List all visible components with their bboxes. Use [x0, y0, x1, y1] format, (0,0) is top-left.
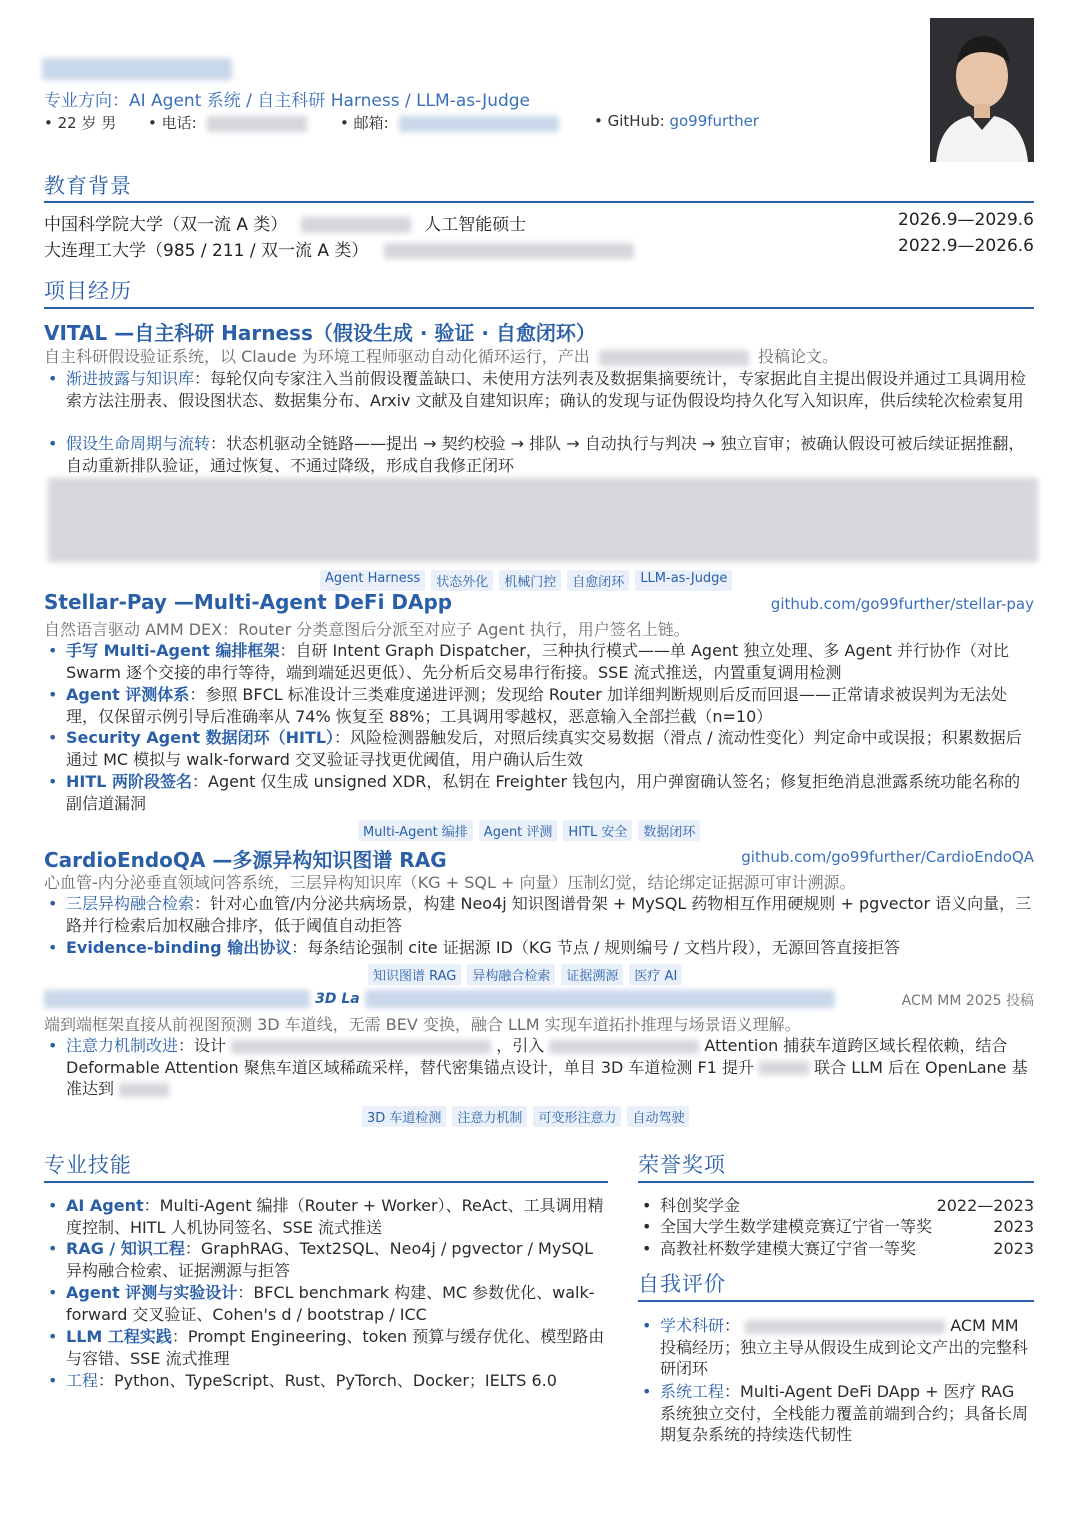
project-1-bullet-2: • 假设生命周期与流转：状态机驱动全链路——提出 → 契约校验 → 排队 → 自动执行与判决 → 独立盲审；被确认假设可被后续证据推翻，自动重新排队验证，通过恢复、不通过降级，形成自我修正闭环 [48, 434, 1025, 475]
skill-2: • RAG / 知识工程：GraphRAG、Text2SQL、Neo4j / pgvector / MySQL 异构融合检索、证据溯源与拒答 [48, 1239, 593, 1280]
date-2: 2022.9—2026.6 [898, 236, 1034, 256]
project-4-title-row [44, 988, 835, 1008]
tag: 自动驾驶 [627, 1106, 689, 1127]
email-label: 邮箱: [353, 114, 389, 132]
self-eval-text-b: ACM MM 投稿经历；独立主导从假设生成到论文产出的完整科研闭环 [660, 1316, 1029, 1378]
skill-4: • LLM 工程实践：Prompt Engineering、token 预算与缓存优化、模型路由与容错、SSE 流式推理 [48, 1327, 605, 1368]
school-1: 中国科学院大学（双一流 A 类） [44, 215, 288, 235]
tag: LLM-as-Judge [635, 570, 732, 591]
self-eval-rule [638, 1300, 1034, 1302]
email: • 邮箱: [340, 112, 559, 133]
project-2-bullet-2: • Agent 评测体系：参照 BFCL 标准设计三类难度递进评测；发现给 Router 加详细判断规则后反而回退——正常请求被误判为无法处理，仅保留示例引导后准确率从 74% 恢复至 88%；工具调用零越权，恶意输入全部拦截（n=10） [48, 685, 1007, 726]
tag: 注意力机制 [452, 1106, 527, 1127]
research-direction: 专业方向：AI Agent 系统 / 自主科研 Harness / LLM-as-Judge [44, 91, 531, 111]
tag: 自愈闭环 [567, 570, 629, 591]
self-eval-redacted [745, 1320, 945, 1334]
skill-text: ：Python、TypeScript、Rust、PyTorch、Docker；IELTS 6.0 [98, 1371, 557, 1390]
education-title: 教育背景 [44, 174, 132, 198]
name-redacted [42, 58, 232, 80]
github-label: GitHub: [607, 112, 665, 130]
tag: Agent Harness [320, 570, 425, 591]
project-4-venue: ACM MM 2025 投稿 [901, 993, 1034, 1009]
tag: 知识图谱 RAG [368, 964, 461, 985]
skill-text: ：Multi-Agent 编排（Router + Worker）、ReAct、工具调用精度控制、HITL 人机协同签名、SSE 流式推送 [66, 1196, 604, 1237]
awards-title: 荣誉奖项 [638, 1153, 726, 1177]
project-3-bullet-2: • Evidence-binding 输出协议：每条结论强制 cite 证据源 ID（KG 节点 / 规则编号 / 文档片段），无源回答直接拒答 [48, 938, 900, 957]
school-2: 大连理工大学（985 / 211 / 双一流 A 类） [44, 241, 369, 261]
self-eval-text: ：Multi-Agent DeFi DApp + 医疗 RAG 系统独立交付，全栈能力覆盖前端到合约；具备长周期复杂系统的持续迭代韧性 [660, 1382, 1029, 1444]
bullet-text: ：风险检测器触发后，对照后续真实交易数据（滑点 / 流动性变化）判定命中或误报；积累数据后通过 MC 模拟与 walk-forward 交叉验证寻找更优阈值，用户确认后生效 [66, 728, 1022, 769]
skill-3: • Agent 评测与实验设计：BFCL benchmark 构建、MC 参数优化、walk-forward 交叉验证、Cohen's d / bootstrap / ICC [48, 1283, 595, 1324]
tag: 3D 车道检测 [362, 1106, 446, 1127]
project-2-subtitle: 自然语言驱动 AMM DEX：Router 分类意图后分派至对应子 Agent 执行，用户签名上链。 [44, 620, 690, 639]
project-2-tags [358, 820, 700, 841]
tag: 异构融合检索 [467, 964, 555, 985]
self-eval-title: 自我评价 [638, 1272, 726, 1296]
project-1-redacted-block [48, 478, 1038, 562]
tag: 数据闭环 [638, 820, 700, 841]
award-year: 2023 [993, 1217, 1034, 1236]
bullet-text-d: 联合 LLM 后在 OpenLane 基准达到 [66, 1057, 1028, 1098]
education-row-1 [44, 210, 1034, 235]
school-1-redacted [301, 217, 411, 233]
project-1-tags [320, 570, 732, 591]
project-1-redacted [599, 350, 749, 366]
project-1-subtitle-b: 投稿论文。 [757, 347, 838, 366]
award-year: 2023 [993, 1239, 1034, 1258]
project-2-title: Stellar-Pay —Multi-Agent DeFi DApp [44, 590, 453, 614]
tag: 可变形注意力 [533, 1106, 621, 1127]
school-2-redacted [384, 243, 634, 259]
project-4-bullet-1: • 注意力机制改进：设计 ，引入 Attention 捕获车道跨区域长程依赖，结合 Deformable Attention 聚焦车道区域稀疏采样，替代密集锚点设计，单目 3D 车道检测 F1 提升 联合 LLM 后在 OpenLane 基准达到 [48, 1036, 1028, 1098]
skill-text: ：GraphRAG、Text2SQL、Neo4j / pgvector / MySQL 异构融合检索、证据溯源与拒答 [66, 1239, 593, 1280]
tag: 证据溯源 [561, 964, 623, 985]
skill-key: 工程 [66, 1371, 99, 1390]
bullet-key: 注意力机制改进 [66, 1036, 179, 1055]
bullet-key: Agent 评测体系 [66, 685, 190, 704]
skills-rule [44, 1181, 608, 1183]
bullet-key: Evidence-binding 输出协议 [66, 938, 292, 957]
self-eval-key: 学术科研 [660, 1316, 725, 1335]
skill-text: ：BFCL benchmark 构建、MC 参数优化、walk-forward 交叉验证、Cohen's d / bootstrap / ICC [66, 1283, 595, 1324]
project-1-subtitle [44, 344, 838, 367]
bullet-text: ：每轮仅向专家注入当前假设覆盖缺口、未使用方法列表及数据集摘要统计，专家据此自主提出假设并通过工具调用检索方法注册表、假设图状态、数据集分布、Arxiv 文献及自建知识库；确认的发现与证伪假设均持久化写入知识库，供后续轮次检索复用 [66, 369, 1027, 410]
projects-title: 项目经历 [44, 279, 132, 303]
bullet-text: ：每条结论强制 cite 证据源 ID（KG 节点 / 规则编号 / 文档片段），无源回答直接拒答 [291, 938, 900, 957]
phone-redacted [207, 116, 307, 132]
project-2-bullet-1: • 手写 Multi-Agent 编排框架：自研 Intent Graph Dispatcher，三种执行模式——单 Agent 独立处理、多 Agent 并行协作（对比 Swarm 逐个交接的串行等待，端到端延迟更低）、先分析后交易串行衔接。SSE 流式推送，内置重复调用检测 [48, 641, 1009, 682]
self-eval-1: • 学术科研： ACM MM 投稿经历；独立主导从假设生成到论文产出的完整科研闭环 [642, 1316, 1029, 1378]
bullet-text: ：设计 [178, 1036, 227, 1055]
award-name: 科创奖学金 [660, 1196, 741, 1215]
skill-key: Agent 评测与实验设计 [66, 1283, 238, 1302]
projects-rule [44, 307, 1034, 309]
project-3-tags [368, 964, 682, 985]
project-4-tags [362, 1106, 689, 1127]
self-eval-key: 系统工程 [660, 1382, 725, 1401]
tag: Multi-Agent 编排 [358, 820, 473, 841]
bullet-key: Security Agent 数据闭环（HITL） [66, 728, 335, 747]
award-1: • 科创奖学金 2022—2023 [642, 1196, 1034, 1215]
self-eval-text-a: ： [724, 1316, 741, 1335]
award-2: • 全国大学生数学建模竞赛辽宁省一等奖 2023 [642, 1217, 1034, 1236]
bullet-text-b: ，引入 [496, 1036, 545, 1055]
project-4-subtitle: 端到端框架直接从前视图预测 3D 车道线，无需 BEV 变换，融合 LLM 实现车道拓扑推理与场景语义理解。 [44, 1015, 801, 1034]
project-2-bullet-4: • HITL 两阶段签名：Agent 仅生成 unsigned XDR，私钥在 Freighter 钱包内，用户弹窗确认签名；修复拒绝消息泄露系统功能名称的副信道漏洞 [48, 772, 1021, 813]
bullet-key: 手写 Multi-Agent 编排框架 [66, 641, 280, 660]
age-gender: 22 岁 男 [57, 114, 117, 132]
project-2-bullet-3: • Security Agent 数据闭环（HITL）：风险检测器触发后，对照后续真实交易数据（滑点 / 流动性变化）判定命中或误报；积累数据后通过 MC 模拟与 walk-forward 交叉验证寻找更优阈值，用户确认后生效 [48, 728, 1022, 769]
skill-1: • AI Agent：Multi-Agent 编排（Router + Worker）、ReAct、工具调用精度控制、HITL 人机协同签名、SSE 流式推送 [48, 1196, 604, 1237]
project-2-link[interactable]: github.com/go99further/stellar-pay [770, 595, 1034, 613]
skills-title: 专业技能 [44, 1153, 132, 1177]
project-3-title: CardioEndoQA —多源异构知识图谱 RAG [44, 848, 447, 872]
bullet-text: ：参照 BFCL 标准设计三类难度递进评测；发现给 Router 加详细判断规则后反而回退——正常请求被误判为无法处理，仅保留示例引导后准确率从 74% 恢复至 88%；工具调用零越权，恶意输入全部拦截（n=10） [66, 685, 1007, 726]
contact-line: • 22 岁 男 [44, 114, 117, 132]
bullet-text: ：Agent 仅生成 unsigned XDR，私钥在 Freighter 钱包内，用户弹窗确认签名；修复拒绝消息泄露系统功能名称的副信道漏洞 [66, 772, 1021, 813]
self-eval-2: • 系统工程：Multi-Agent DeFi DApp + 医疗 RAG 系统独立交付，全栈能力覆盖前端到合约；具备长周期复杂系统的持续迭代韧性 [642, 1382, 1029, 1444]
project-3-bullet-1: • 三层异构融合检索：针对心血管/内分泌共病场景，构建 Neo4j 知识图谱骨架 + MySQL 药物相互作用硬规则 + pgvector 语义向量，三路并行检索后加权融合排序，低于阈值自动拒答 [48, 894, 1032, 935]
avatar [930, 18, 1034, 162]
project-4-title-redacted [44, 990, 310, 1008]
award-year: 2022—2023 [936, 1196, 1034, 1215]
bullet-text: ：针对心血管/内分泌共病场景，构建 Neo4j 知识图谱骨架 + MySQL 药物相互作用硬规则 + pgvector 语义向量，三路并行检索后加权融合排序，低于阈值自动拒答 [66, 894, 1032, 935]
skill-key: AI Agent [66, 1196, 144, 1215]
bullet-key: 渐进披露与知识库 [66, 369, 195, 388]
project-3-link[interactable]: github.com/go99further/CardioEndoQA [741, 848, 1034, 866]
award-3: • 高教社杯数学建模大赛辽宁省一等奖 2023 [642, 1239, 1034, 1258]
bullet-key: 假设生命周期与流转 [66, 434, 211, 453]
tag: Agent 评测 [479, 820, 558, 841]
education-row-2 [44, 236, 1034, 261]
project-3-subtitle: 心血管-内分泌垂直领域问答系统，三层异构知识库（KG + SQL + 向量）压制幻觉，结论绑定证据源可审计溯源。 [44, 873, 856, 892]
github: • GitHub: go99further [594, 112, 759, 130]
skill-5: • 工程：Python、TypeScript、Rust、PyTorch、Docker；IELTS 6.0 [48, 1371, 557, 1390]
skill-key: RAG / 知识工程 [66, 1239, 185, 1258]
degree-1: 人工智能硕士 [424, 215, 527, 235]
tag: 状态外化 [431, 570, 493, 591]
bullet-key: HITL 两阶段签名 [66, 772, 193, 791]
project-4-title-redacted-2 [365, 990, 835, 1008]
bullet-text: ：状态机驱动全链路——提出 → 契约校验 → 排队 → 自动执行与判决 → 独立盲审；被确认假设可被后续证据推翻，自动重新排队验证，通过恢复、不通过降级，形成自我修正闭环 [66, 434, 1025, 475]
skill-key: LLM 工程实践 [66, 1327, 172, 1346]
tag: 机械门控 [499, 570, 561, 591]
education-rule [44, 201, 1034, 203]
email-redacted [399, 116, 559, 132]
tag: HITL 安全 [563, 820, 632, 841]
award-name: 高教社杯数学建模大赛辽宁省一等奖 [660, 1239, 917, 1258]
project-4-title: 3D La [315, 991, 360, 1007]
date-1: 2026.9—2029.6 [898, 210, 1034, 230]
project-1-title: VITAL —自主科研 Harness（假设生成 · 验证 · 自愈闭环） [44, 321, 596, 345]
tag: 医疗 AI [629, 964, 682, 985]
project-1-bullet-1: • 渐进披露与知识库：每轮仅向专家注入当前假设覆盖缺口、未使用方法列表及数据集摘要统计，专家据此自主提出假设并通过工具调用检索方法注册表、假设图状态、数据集分布、Arxiv 文献及自建知识库；确认的发现与证伪假设均持久化写入知识库，供后续轮次检索复用 [48, 369, 1027, 410]
phone: • 电话: [148, 112, 307, 133]
skill-text: ：Prompt Engineering、token 预算与缓存优化、模型路由与容错、SSE 流式推理 [66, 1327, 605, 1368]
bullet-text: ：自研 Intent Graph Dispatcher，三种执行模式——单 Agent 独立处理、多 Agent 并行协作（对比 Swarm 逐个交接的串行等待，端到端延迟更低）、先分析后交易串行衔接。SSE 流式推送，内置重复调用检测 [66, 641, 1009, 682]
award-name: 全国大学生数学建模竞赛辽宁省一等奖 [660, 1217, 933, 1236]
bullet-key: 三层异构融合检索 [66, 894, 195, 913]
project-1-subtitle-a: 自主科研假设验证系统，以 Claude 为环境工程师驱动自动化循环运行，产出 [44, 347, 590, 366]
awards-rule [638, 1181, 1034, 1183]
github-link[interactable]: go99further [669, 112, 759, 130]
bullet-text-c: Attention 捕获车道跨区域长程依赖，结合 Deformable Attention 聚焦车道区域稀疏采样，替代密集锚点设计，单目 3D 车道检测 F1 提升 [66, 1036, 1008, 1077]
phone-label: 电话: [161, 114, 197, 132]
